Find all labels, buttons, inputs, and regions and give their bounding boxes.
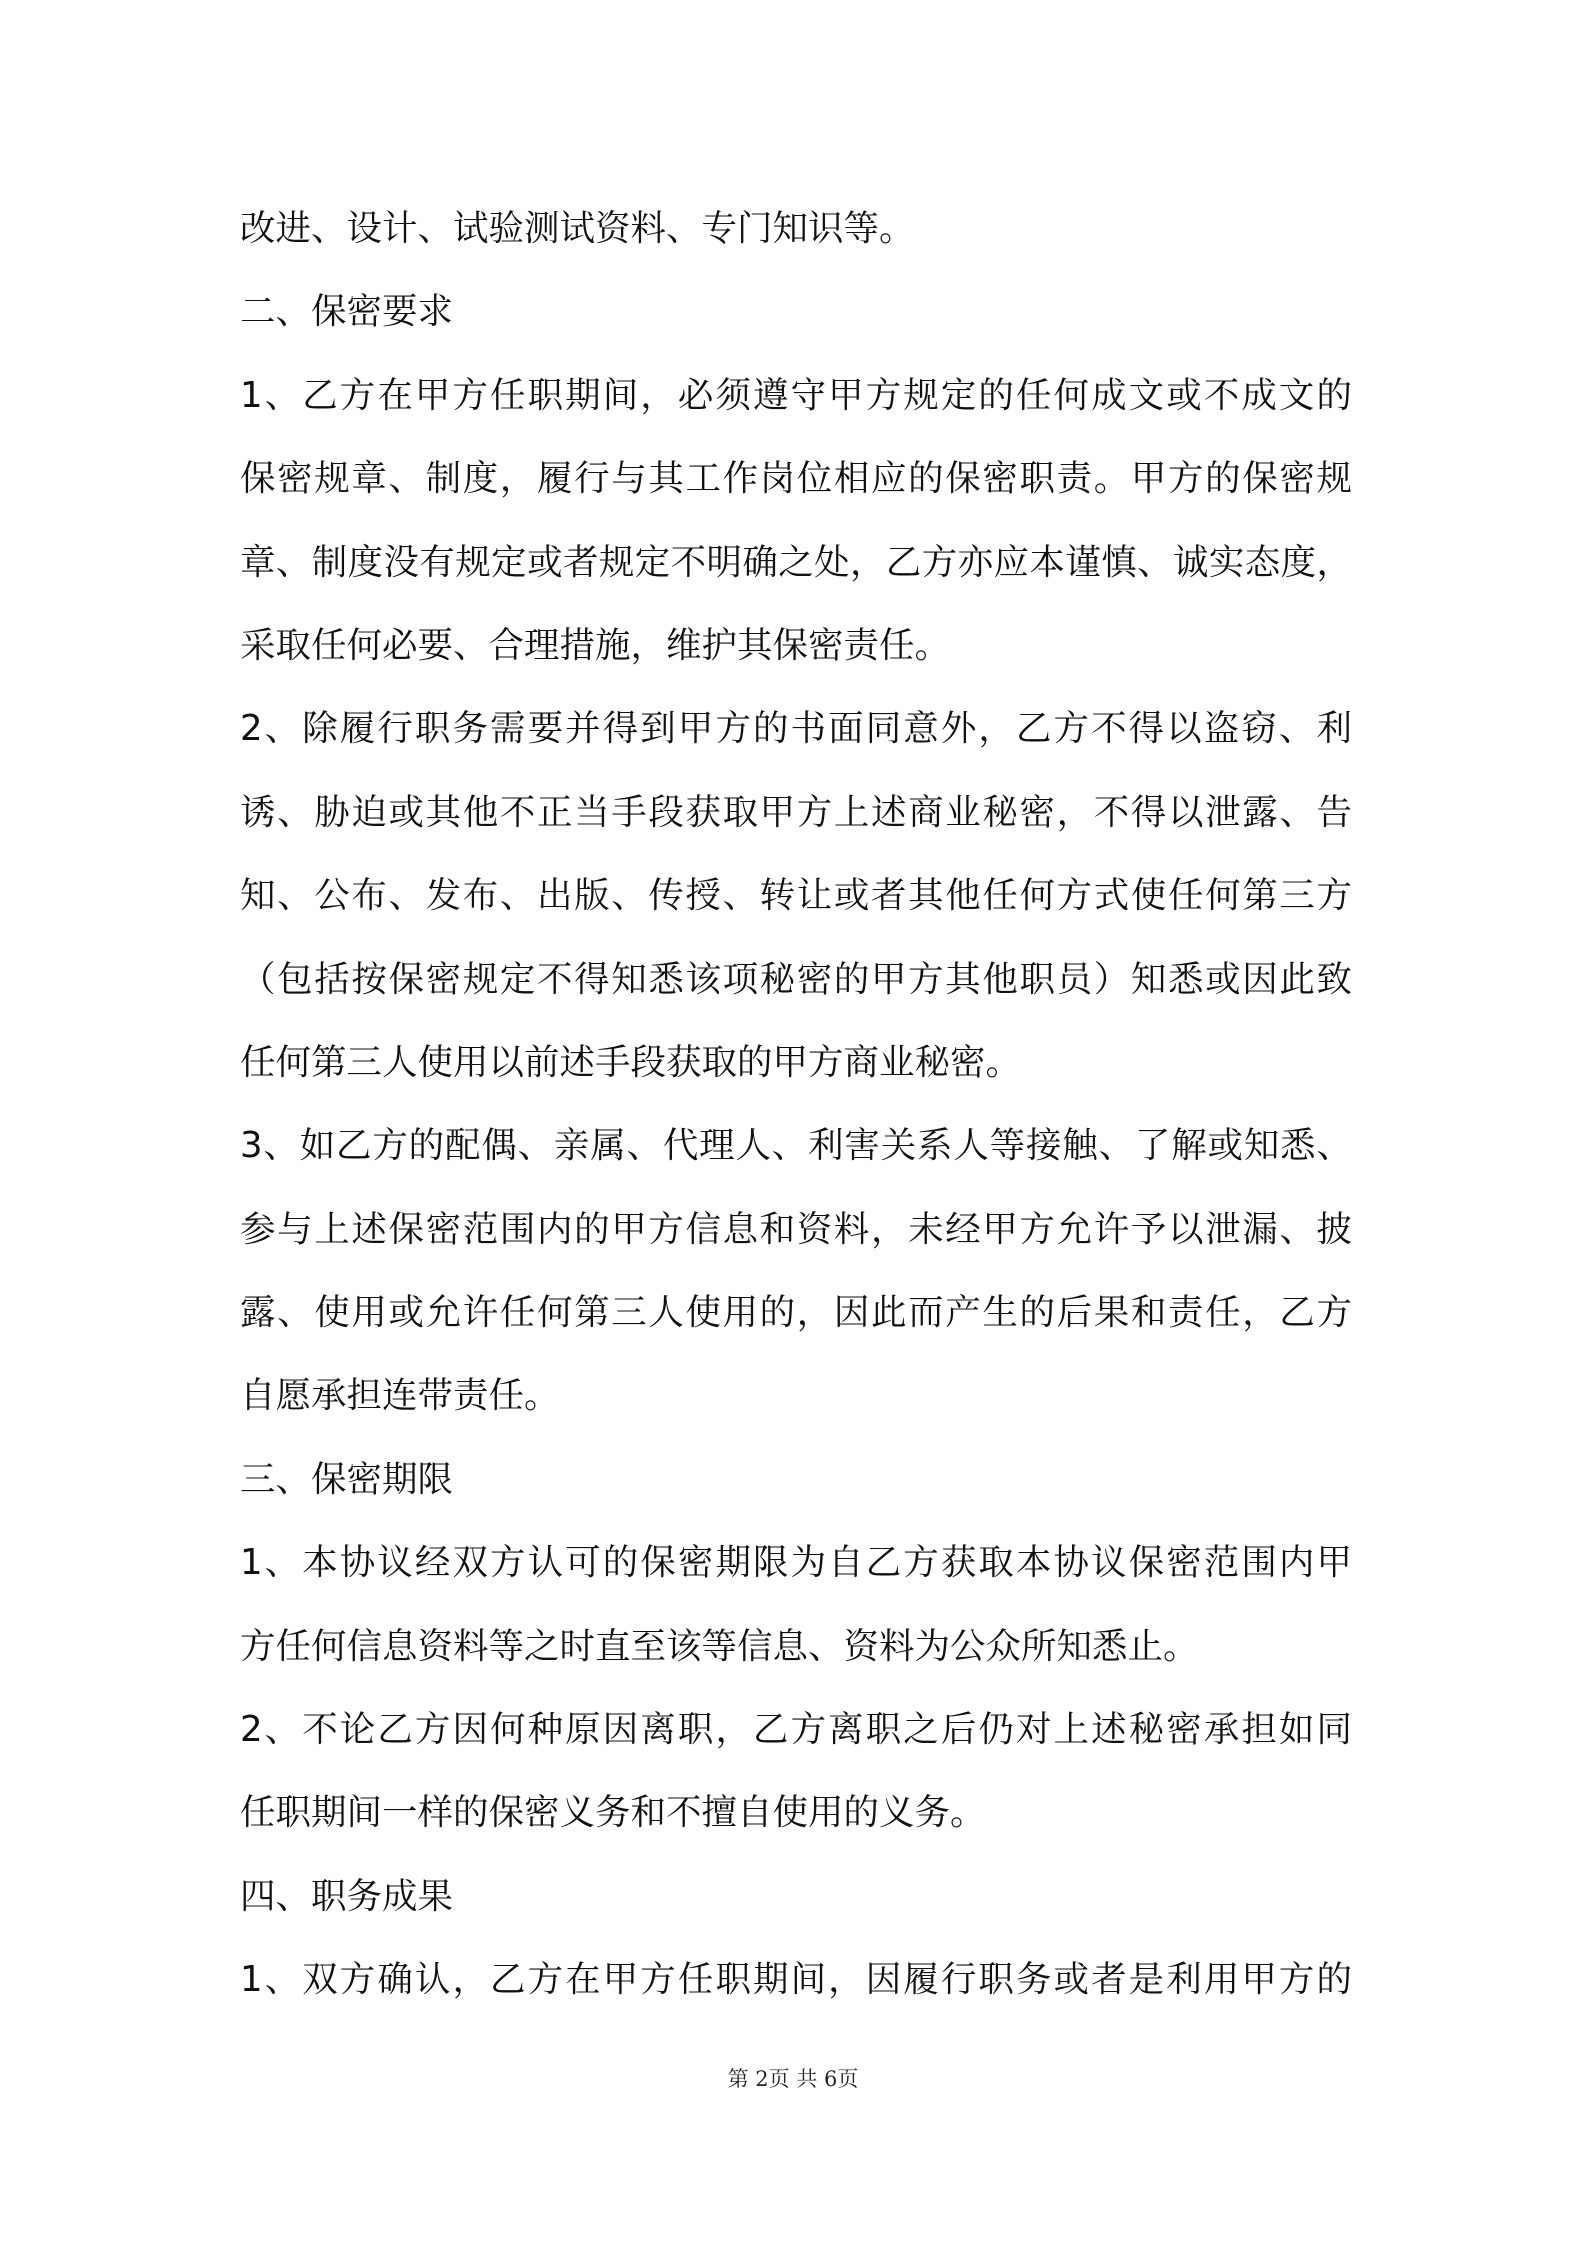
document-body [240, 187, 1352, 2022]
body-line: 方任何信息资料等之时直至该等信息、资料为公众所知悉止。 [240, 1625, 1199, 1667]
body-line: 改进、设计、试验测试资料、专门知识等。 [240, 208, 915, 249]
section-heading: 三、保密期限 [240, 1458, 454, 1500]
body-line: 保密规章、制度，履行与其工作岗位相应的保密职责。甲方的保密规 [240, 458, 1352, 500]
body-line: 章、制度没有规定或者规定不明确之处，乙方亦应本谨慎、诚实态度， [240, 541, 1352, 583]
body-line: 任何第三人使用以前述手段获取的甲方商业秘密。 [240, 1041, 1022, 1083]
body-line: 参与上述保密范围内的甲方信息和资料，未经甲方允许予以泄漏、披 [240, 1208, 1352, 1250]
body-line: 2、除履行职务需要并得到甲方的书面同意外，乙方不得以盗窃、利 [240, 708, 1352, 750]
body-line: 任职期间一样的保密义务和不擅自使用的义务。 [240, 1792, 986, 1834]
body-line: 3、如乙方的配偶、亲属、代理人、利害关系人等接触、了解或知悉、 [240, 1125, 1352, 1167]
section-heading: 二、保密要求 [240, 291, 454, 333]
body-line: 采取任何必要、合理措施，维护其保密责任。 [240, 624, 951, 666]
body-line: 1、本协议经双方认可的保密期限为自乙方获取本协议保密范围内甲 [240, 1542, 1352, 1584]
section-heading: 四、职务成果 [240, 1875, 454, 1917]
page-number-footer: 第 2页 共 6页 [727, 2067, 859, 2091]
body-line: 1、双方确认，乙方在甲方任职期间，因履行职务或者是利用甲方的 [240, 1959, 1352, 2001]
body-line: 诱、胁迫或其他不正当手段获取甲方上述商业秘密，不得以泄露、告 [240, 791, 1352, 833]
body-line: 1、乙方在甲方任职期间，必须遵守甲方规定的任何成文或不成文的 [240, 374, 1352, 416]
body-line: 2、不论乙方因何种原因离职，乙方离职之后仍对上述秘密承担如同 [240, 1709, 1352, 1751]
body-line: 自愿承担连带责任。 [240, 1375, 560, 1417]
body-line: （包括按保密规定不得知悉该项秘密的甲方其他职员）知悉或因此致 [240, 958, 1352, 1000]
body-line: 知、公布、发布、出版、传授、转让或者其他任何方式使任何第三方 [240, 875, 1352, 917]
body-line: 露、使用或允许任何第三人使用的，因此而产生的后果和责任，乙方 [240, 1292, 1352, 1334]
